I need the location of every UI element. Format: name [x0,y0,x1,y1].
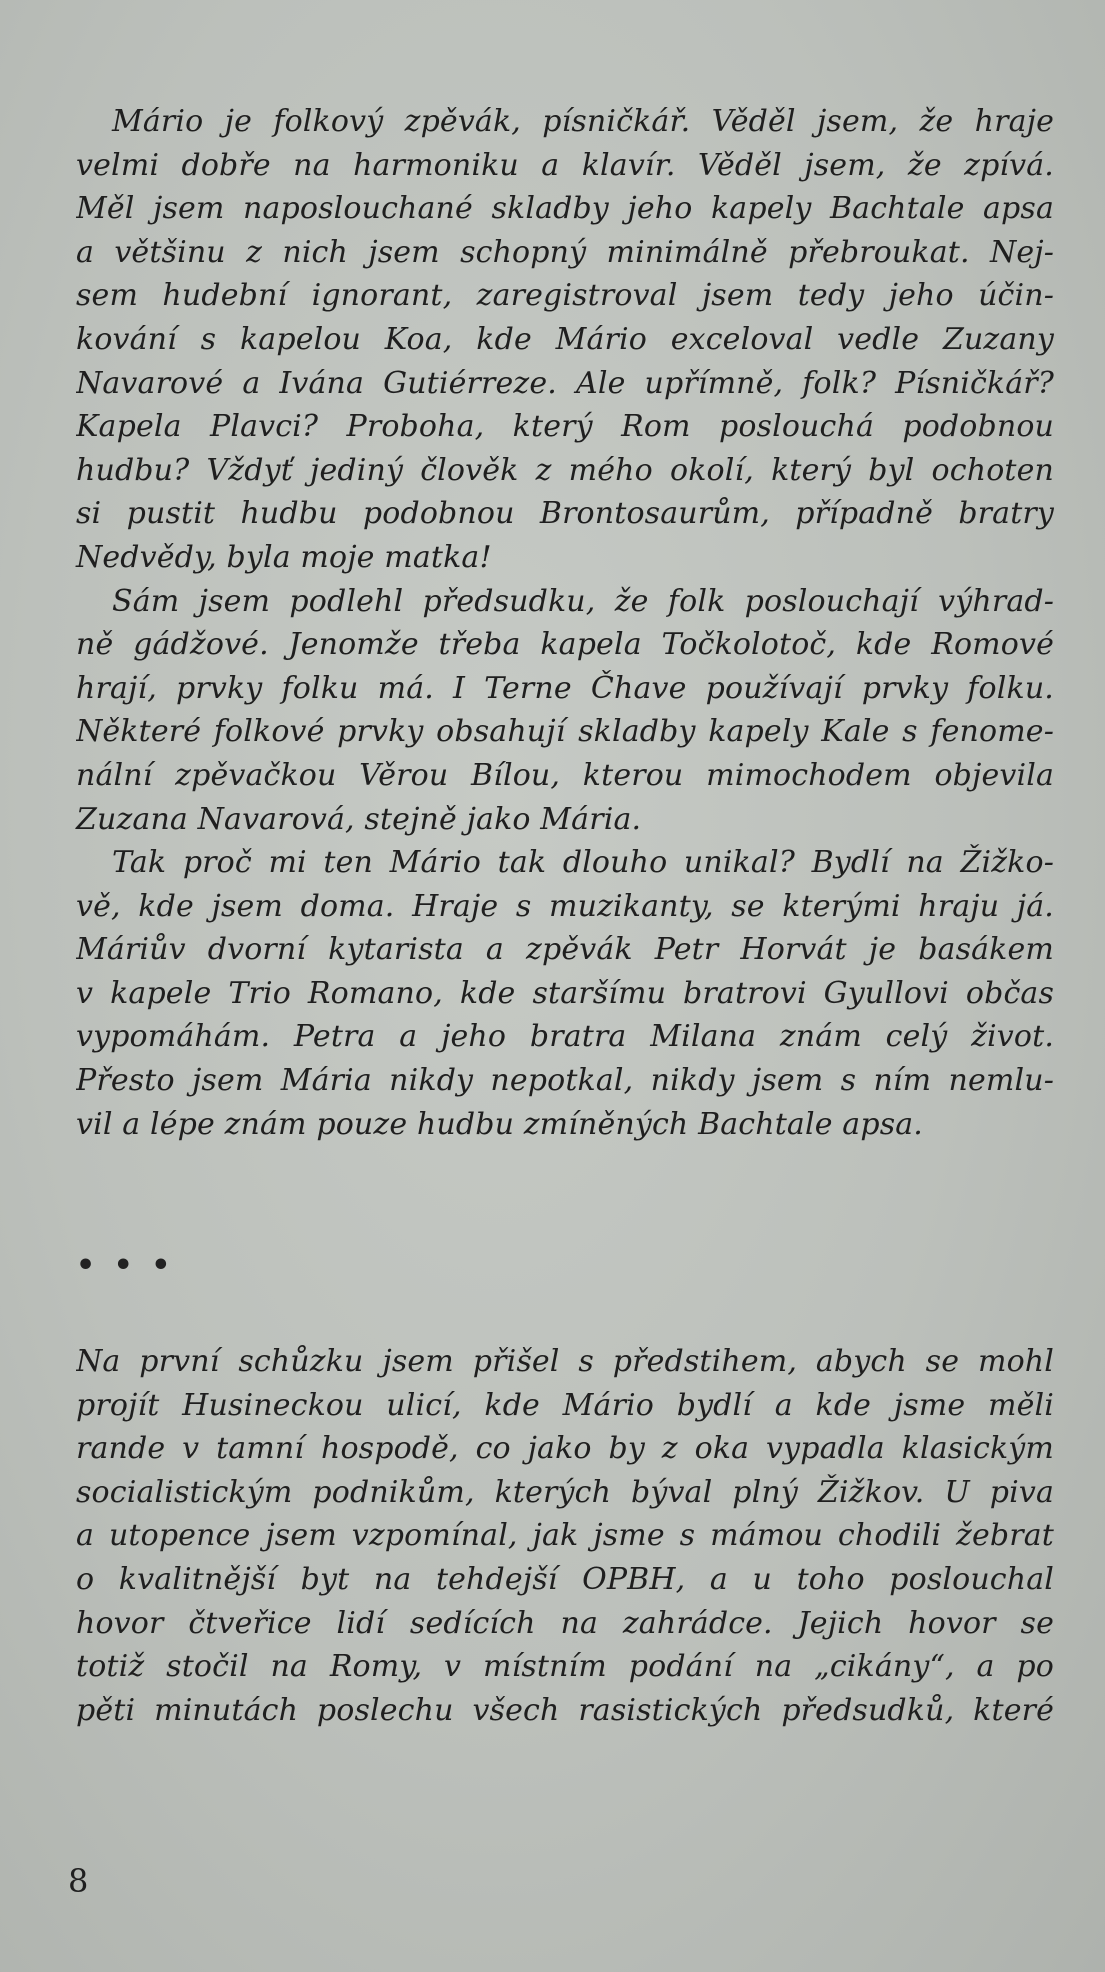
text-line: hrají, prvky folku má. I Terne Čhave používají prvky folku. [76,670,1054,706]
text-line: nální zpěvačkou Věrou Bílou, kterou mimochodem objevila [76,757,1054,793]
text-line: Přesto jsem Mária nikdy nepotkal, nikdy jsem s ním nemlu- [76,1063,1054,1099]
text-line: o kvalitnější byt na tehdejší OPBH, a u toho poslouchal [76,1561,1054,1597]
text-line: Tak proč mi ten Mário tak dlouho unikal? Bydlí na Žižko- [112,845,1054,881]
text-line: Zuzana Navarová, stejně jako Mária. [76,801,642,837]
text-line: Na první schůzku jsem přišel s předstihem, abych se mohl [76,1344,1054,1379]
text-line: hudbu? Vždyť jediný člověk z mého okolí, který byl ochoten [76,452,1054,488]
text-line: socialistickým podnikům, kterých býval plný Žižkov. U piva [76,1474,1054,1510]
text-line: Nedvědy, byla moje matka! [76,539,492,575]
text-line: a utopence jsem vzpomínal, jak jsme s mámou chodili žebrat [76,1518,1054,1554]
text-line: vypomáhám. Petra a jeho bratra Milana znám celý život. [76,1019,1054,1055]
text-line: si pustit hudbu podobnou Brontosaurům, případně bratry [76,496,1054,532]
text-line: Mário je folkový zpěvák, písničkář. Věděl jsem, že hraje [112,104,1054,139]
text-line: kování s kapelou Koa, kde Mário exceloval vedle Zuzany [76,321,1054,357]
text-line: vil a lépe znám pouze hudbu zmíněných Bachtale apsa. [76,1106,923,1142]
section-separator: • • • [76,1248,175,1283]
text-line: Některé folkové prvky obsahují skladby kapely Kale s fenome- [76,714,1054,750]
text-line: totiž stočil na Romy, v místním podání na „cikány“, a po [76,1649,1054,1685]
text-line: Máriův dvorní kytarista a zpěvák Petr Horvát je basákem [76,932,1054,968]
text-line: ně gádžové. Jenomže třeba kapela Točkolotoč, kde Romové [76,627,1054,663]
text-line: a většinu z nich jsem schopný minimálně přebroukat. Nej- [76,234,1054,270]
text-line: pěti minutách poslechu všech rasistických předsudků, které [76,1692,1054,1728]
page-number: 8 [68,1862,89,1900]
text-line: Sám jsem podlehl předsudku, že folk poslouchají výhrad- [112,583,1054,619]
body-text-section-2 [76,1340,1054,1732]
text-line: Navarové a Ivána Gutiérreze. Ale upřímně, folk? Písničkář? [76,365,1054,401]
text-line: rande v tamní hospodě, co jako by z oka vypadla klasickým [76,1431,1054,1467]
text-line: hovor čtveřice lidí sedících na zahrádce. Jejich hovor se [76,1605,1054,1641]
text-line: v kapele Trio Romano, kde staršímu bratrovi Gyullovi občas [76,975,1054,1011]
body-text-section-1 [76,100,1054,1146]
text-line: projít Husineckou ulicí, kde Mário bydlí a kde jsme měli [76,1387,1054,1423]
text-line: Kapela Plavci? Proboha, který Rom poslouchá podobnou [76,409,1054,445]
text-line: sem hudební ignorant, zaregistroval jsem tedy jeho účin- [76,278,1054,314]
text-line: velmi dobře na harmoniku a klavír. Věděl jsem, že zpívá. [76,147,1054,183]
text-line: Měl jsem naposlouchané skladby jeho kapely Bachtale apsa [76,191,1054,227]
text-line: vě, kde jsem doma. Hraje s muzikanty, se kterými hraju já. [76,888,1054,924]
